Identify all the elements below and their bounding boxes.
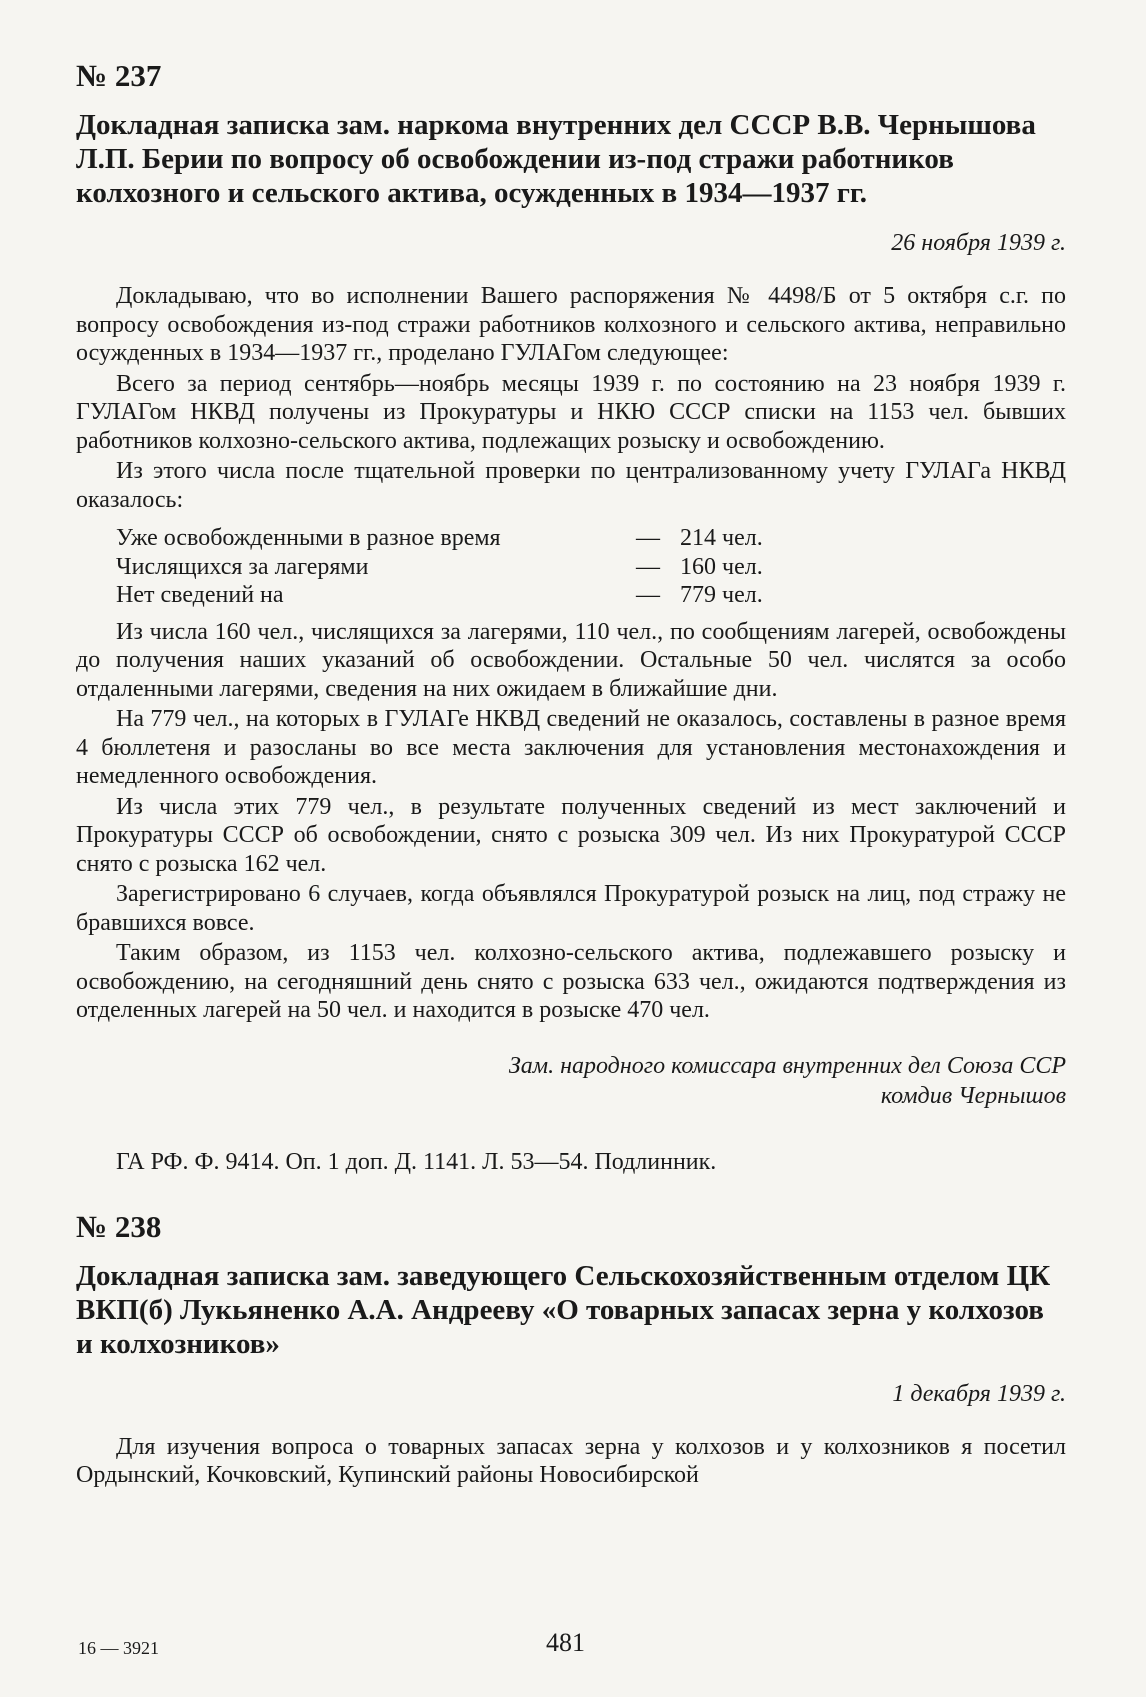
stat-row <box>116 581 836 610</box>
signature-position: Зам. народного комиссара внутренних дел Союза ССР <box>508 1052 1066 1079</box>
page-number: 481 <box>546 1628 585 1657</box>
paragraph: Зарегистрировано 6 случаев, когда объявлялся Прокуратурой розыск на лиц, под стражу не бравшихся вовсе. <box>76 881 1066 936</box>
page-content <box>76 56 1066 1492</box>
paragraph: Из этого числа после тщательной проверки по централизованному учету ГУЛАГа НКВД оказалось: <box>76 458 1066 513</box>
stat-value: 779 чел. <box>680 582 763 608</box>
document-238 <box>76 1207 1066 1490</box>
stat-row <box>116 524 836 553</box>
signature-block <box>76 1051 1066 1111</box>
paragraph: Для изучения вопроса о товарных запасах зерна у колхозов и у колхозников я посетил Ордынский, Кочковский, Купинский районы Новосибирской <box>76 1433 1066 1488</box>
paragraph: На 779 чел., на которых в ГУЛАГе НКВД сведений не оказалось, составлены в разное время 4 бюллетеня и разосланы во все места заключения для установления местонахождения и немедленного освобождения. <box>76 706 1066 789</box>
paragraph: Докладываю, что во исполнении Вашего распоряжения № 4498/Б от 5 октября с.г. по вопросу освобождения из-под стражи работников колхозного и сельского актива, неправильно осужденных в 1934—1937 гг., проделано ГУЛАГом следующее: <box>76 283 1066 366</box>
stat-value: 214 чел. <box>680 525 763 551</box>
document-title: Докладная записка зам. наркома внутренних дел СССР В.В. Чернышова Л.П. Берии по вопросу об освобождении из-под стражи работников колхозного и сельского актива, осужденных в 1934—1937 гг. <box>76 109 1036 209</box>
document-title: Докладная записка зам. заведующего Сельскохозяйственным отделом ЦК ВКП(б) Лукьяненко А.А. Андрееву «О товарных запасах зерна у колхозов и колхозников» <box>76 1259 1051 1360</box>
document-237 <box>76 56 1066 1177</box>
paragraph: Из числа этих 779 чел., в результате полученных сведений из мест заключений и Прокуратуры СССР об освобождении, снято с розыска 309 чел. Из них Прокуратурой СССР снято с розыска 162 чел. <box>76 793 1066 877</box>
document-date: 1 декабря 1939 г. <box>892 1380 1066 1407</box>
stat-label: Числящихся за лагерями <box>116 553 369 580</box>
stat-dash: — <box>636 553 660 580</box>
archive-reference: ГА РФ. Ф. 9414. Оп. 1 доп. Д. 1141. Л. 53—54. Подлинник. <box>116 1148 717 1175</box>
paragraph: Всего за период сентябрь—ноябрь месяцы 1939 г. по состоянию на 23 ноября 1939 г. ГУЛАГом НКВД получены из Прокуратуры и НКЮ СССР списки на 1153 чел. бывших работников колхозно-сельского актива, подлежащих розыску и освобождению. <box>76 370 1066 454</box>
paragraph: Таким образом, из 1153 чел. колхозно-сельского актива, подлежавшего розыску и освобождению, на сегодняшний день снято с розыска 633 чел., ожидаются подтверждения из отделенных лагерей на 50 чел. и находится в розыске 470 чел. <box>76 940 1066 1023</box>
stats-list <box>116 524 836 610</box>
stat-row <box>116 553 836 582</box>
signature-name: комдив Чернышов <box>880 1082 1066 1109</box>
stat-dash: — <box>636 582 660 608</box>
document-date: 26 ноября 1939 г. <box>891 230 1066 256</box>
document-body <box>76 282 1066 1025</box>
stat-value: 160 чел. <box>680 553 763 580</box>
document-number: № 238 <box>76 1208 162 1244</box>
stat-label: Нет сведений на <box>116 582 284 608</box>
document-number: № 237 <box>76 58 162 93</box>
stat-dash: — <box>636 525 660 551</box>
signature-mark: 16 — 3921 <box>78 1638 159 1658</box>
paragraph: Из числа 160 чел., числящихся за лагерями, 110 чел., по сообщениям лагерей, освобождены до получения наших указаний об освобождении. Остальные 50 чел. числятся за особо отдаленными лагерями, сведения на них ожидаем в ближайшие дни. <box>76 618 1066 702</box>
document-body <box>76 1433 1066 1490</box>
stat-label: Уже освобожденными в разное время <box>116 525 501 551</box>
